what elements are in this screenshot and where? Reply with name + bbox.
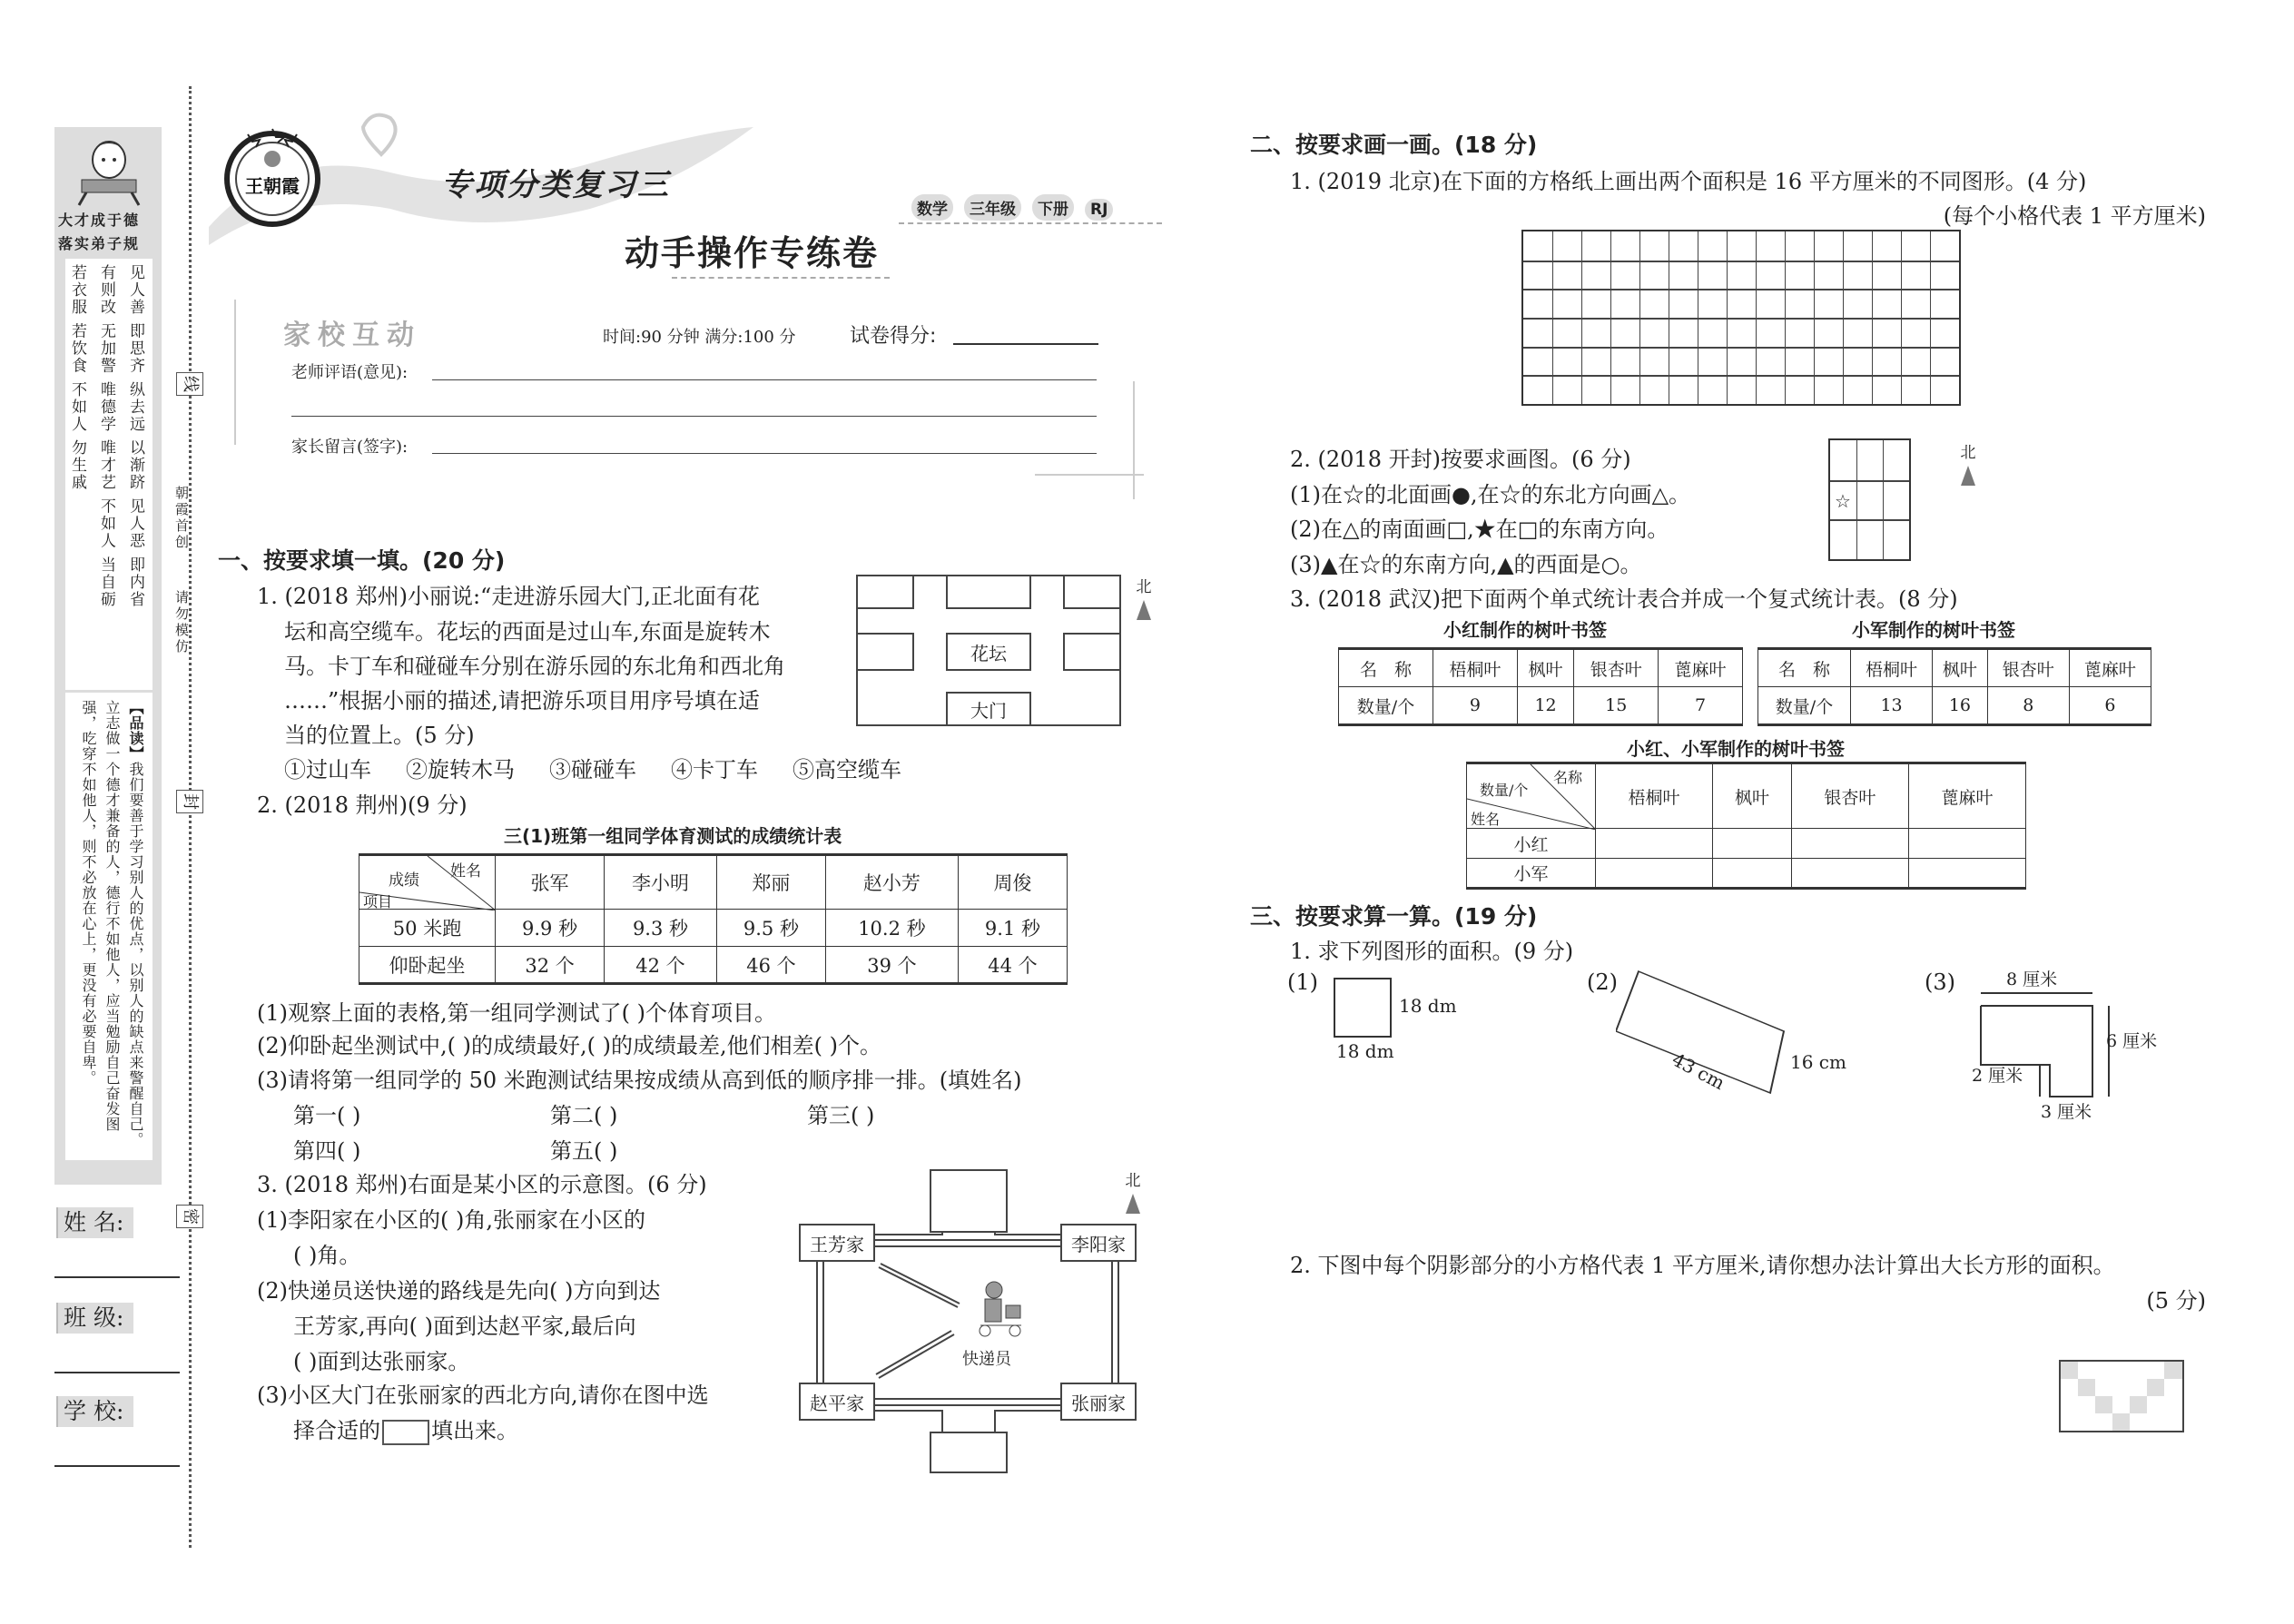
- sports-score-table: [359, 853, 1068, 985]
- reading-block: [65, 693, 153, 1160]
- dimension-label: 3 厘米: [2041, 1102, 2092, 1122]
- column-header: 枫叶: [1933, 649, 1988, 687]
- rank-blank[interactable]: 第三( ): [807, 1103, 875, 1128]
- park-gate: 大门: [946, 692, 1031, 726]
- binding-mark: 密: [176, 1205, 203, 1228]
- sub-question: (2)仰卧起坐测试中,( )的成绩最好,( )的成绩最差,他们相差( )个。: [257, 1033, 881, 1058]
- north-label: 北: [1125, 1172, 1141, 1190]
- north-arrow-icon: [1124, 1167, 1142, 1214]
- column-header: 蓖麻叶: [2069, 649, 2151, 687]
- table-cell: 39 个: [825, 947, 958, 984]
- answer-cell[interactable]: [1713, 859, 1792, 889]
- question-text: 1. (2018 郑州)小丽说:“走进游乐园大门,正北面有花: [257, 584, 760, 609]
- score-input[interactable]: [953, 343, 1098, 345]
- table-title: 小军制作的树叶书签: [1852, 619, 2015, 641]
- grid-line: [1856, 440, 1857, 559]
- table-cell: 8: [1987, 687, 2069, 725]
- grid-line: [1523, 289, 1959, 290]
- dimension-label: 2 厘米: [1972, 1066, 2023, 1086]
- map-slot[interactable]: [1063, 633, 1121, 671]
- table-cell: 10.2 秒: [825, 910, 958, 947]
- row-label: 名 称: [1758, 649, 1851, 687]
- question-text: 2. (2018 开封)按要求画图。(6 分): [1290, 447, 1631, 472]
- reading-text: 我们要善于学习别人的优点，以别人的缺点来警醒自己。立志做一个德才兼备的人，德行不如他人，应当勉励自己奋发图强，吃穿不如他人，则不必放在心上，更没有必要自卑。: [80, 700, 144, 1147]
- rank-blank[interactable]: 第四( ): [293, 1138, 361, 1164]
- question-text: 坛和高空缆车。花坛的西面是过山车,东面是旋转木: [284, 619, 771, 645]
- student-cartoon-icon: [68, 134, 150, 207]
- question-text: 3. (2018 武汉)把下面两个单式统计表合并成一个复式统计表。(8 分): [1290, 586, 1958, 612]
- column-header: 蓖麻叶: [1908, 763, 2025, 829]
- dimension-label: 43 cm: [1668, 1048, 1728, 1095]
- answer-cell[interactable]: [1791, 859, 1908, 889]
- grid-note: (每个小格代表 1 平方厘米): [1943, 203, 2206, 229]
- figure-label: (1): [1287, 969, 1318, 995]
- map-slot[interactable]: [946, 575, 1031, 609]
- parent-note-input[interactable]: [432, 453, 1097, 454]
- table-cell: 46 个: [716, 947, 825, 984]
- grid-line: [1523, 375, 1959, 377]
- option-item: ③碰碰车: [549, 757, 636, 782]
- merged-table: [1466, 762, 2026, 890]
- dimension-label: 8 厘米: [2006, 969, 2058, 989]
- table-cell: 15: [1574, 687, 1659, 725]
- answer-cell[interactable]: [1596, 829, 1713, 859]
- score-label: 试卷得分:: [850, 325, 937, 348]
- poem-column: 若衣服 若饮食 不如人 勿生戚: [68, 264, 86, 492]
- table-cell: 16: [1933, 687, 1988, 725]
- north-arrow-icon: [1959, 439, 1977, 486]
- box-symbol: [382, 1420, 429, 1445]
- grid-line: [1830, 519, 1909, 521]
- sub-question: (1)李阳家在小区的( )角,张丽家在小区的: [257, 1207, 645, 1233]
- star-icon: ☆: [1835, 490, 1851, 512]
- courier-label: 快递员: [962, 1350, 1011, 1369]
- class-input-line[interactable]: [54, 1372, 180, 1373]
- section-heading: 三、按要求算一算。(19 分): [1250, 903, 1538, 930]
- table-cell: 7: [1659, 687, 1743, 725]
- dimension-label: 18 dm: [1336, 1040, 1394, 1062]
- answer-cell[interactable]: [1908, 859, 2025, 889]
- column-header: 枫叶: [1517, 649, 1573, 687]
- column-header: 梧桐叶: [1433, 649, 1518, 687]
- name-header: 李小明: [605, 855, 717, 910]
- courier-icon: [980, 1282, 1021, 1336]
- map-slot[interactable]: [1063, 575, 1121, 609]
- name-label: 姓 名:: [56, 1207, 133, 1238]
- table-cell: 9.5 秒: [716, 910, 825, 947]
- copyright-note: 朝霞首创: [173, 486, 190, 551]
- teacher-comment-input[interactable]: [291, 416, 1097, 417]
- school-label: 学 校:: [56, 1396, 133, 1427]
- xiaojun-table: [1757, 647, 2151, 726]
- series-title: 专项分类复习三: [441, 167, 670, 203]
- teacher-comment-label: 老师评语(意见):: [291, 363, 409, 382]
- gate-option-box-north[interactable]: [930, 1169, 1008, 1233]
- points-label: (5 分): [2146, 1288, 2206, 1314]
- diagonal-header-cell: [359, 855, 496, 910]
- table-row: [359, 910, 1068, 947]
- exam-time-info: 时间:90 分钟 满分:100 分: [603, 328, 796, 347]
- row-label: 数量/个: [1758, 687, 1851, 725]
- table-cell: 42 个: [605, 947, 717, 984]
- grid-line: [1830, 480, 1909, 482]
- direction-grid[interactable]: [1828, 438, 1911, 561]
- column-header: 梧桐叶: [1851, 649, 1933, 687]
- corner-label: 姓名: [1471, 811, 1501, 828]
- option-item: ⑤高空缆车: [793, 757, 901, 782]
- map-slot[interactable]: [856, 575, 914, 609]
- name-header: 周俊: [958, 855, 1067, 910]
- class-label: 班 级:: [56, 1303, 133, 1334]
- park-map: [856, 575, 1121, 726]
- corner-label: 成绩: [389, 871, 419, 890]
- grid-line: [1523, 347, 1959, 349]
- table-title: 小红、小军制作的树叶书签: [1627, 738, 1845, 760]
- answer-cell[interactable]: [1791, 829, 1908, 859]
- house-zhao: 赵平家: [799, 1383, 875, 1421]
- rank-blank[interactable]: 第五( ): [550, 1138, 618, 1164]
- divider: [899, 222, 1162, 224]
- grid-line: [1883, 440, 1884, 559]
- poem-column: 有则改 无加警 唯德学 唯才艺 不如人 当自砺: [97, 264, 115, 609]
- map-slot[interactable]: [856, 633, 914, 671]
- binding-mark: 封: [176, 790, 203, 813]
- rank-blank[interactable]: 第一( ): [293, 1103, 361, 1128]
- flower-bed: 花坛: [946, 633, 1031, 671]
- question-text: 1. (2019 北京)在下面的方格纸上画出两个面积是 16 平方厘米的不同图形。(4 分): [1290, 169, 2087, 194]
- corner-label: 数量/个: [1480, 782, 1529, 799]
- house-zhang: 张丽家: [1060, 1383, 1137, 1421]
- l-shape-figure: [1974, 988, 2120, 1106]
- school-input-line[interactable]: [54, 1465, 180, 1467]
- table-cell: 6: [2069, 687, 2151, 725]
- sub-question: ( )面到达张丽家。: [293, 1349, 470, 1374]
- row-label: 数量/个: [1339, 687, 1433, 725]
- sub-question: (2)快递员送快递的路线是先向( )方向到达: [257, 1278, 661, 1304]
- gate-option-box-south[interactable]: [930, 1432, 1008, 1473]
- figure-label: (2): [1587, 969, 1618, 995]
- table-cell: 12: [1517, 687, 1573, 725]
- table-cell: 9.3 秒: [605, 910, 717, 947]
- north-label: 北: [1960, 444, 1976, 462]
- option-list: [284, 752, 901, 783]
- interaction-label: 家校互动: [283, 320, 421, 351]
- name-header: 赵小芳: [825, 855, 958, 910]
- option-item: ①过山车: [284, 757, 371, 782]
- cut-line: [189, 86, 192, 1548]
- column-header: 梧桐叶: [1596, 763, 1713, 829]
- subject-tag: 数学: [911, 194, 953, 221]
- sub-question: (3)小区大门在张丽家的西北方向,请你在图中选: [257, 1383, 709, 1408]
- shaded-squares: [2061, 1362, 2182, 1431]
- row-label: 小军: [1467, 859, 1596, 889]
- drawing-grid[interactable]: [1521, 230, 1961, 406]
- divider: [234, 300, 236, 445]
- question-text: 2. (2018 荆州)(9 分): [257, 792, 468, 818]
- dimension-label: 16 cm: [1790, 1051, 1846, 1073]
- row-label: 名 称: [1339, 649, 1433, 687]
- volume-tag: 下册: [1032, 194, 1074, 221]
- diagonal-header-cell: [1467, 763, 1596, 829]
- rank-blank[interactable]: 第二( ): [550, 1103, 618, 1128]
- grid-line: [1523, 261, 1959, 262]
- logo-text: 王朝霞: [245, 175, 300, 197]
- column-header: 枫叶: [1713, 763, 1792, 829]
- sub-question: (2)在△的南面画□,★在□的东南方向。: [1290, 517, 1669, 542]
- column-header: 银杏叶: [1987, 649, 2069, 687]
- sub-question: [293, 1412, 518, 1445]
- teacher-comment-input[interactable]: [432, 379, 1097, 380]
- name-input-line[interactable]: [54, 1276, 180, 1278]
- column-header: 蓖麻叶: [1659, 649, 1743, 687]
- row-label: 50 米跑: [359, 910, 496, 947]
- section-heading: 一、按要求填一填。(20 分): [218, 547, 506, 574]
- sub-question: (1)在☆的北面画●,在☆的东北方向画△。: [1290, 482, 1691, 507]
- dimension-label: 6 厘米: [2106, 1031, 2158, 1051]
- table-cell: 32 个: [496, 947, 605, 984]
- poem-column: 见人善 即思齐 纵去远 以渐跻 见人恶 即内省: [126, 264, 144, 609]
- parent-note-label: 家长留言(签字):: [291, 438, 409, 457]
- sub-question: (3)请将第一组同学的 50 米跑测试结果按成绩从高到低的顺序排一排。(填姓名): [257, 1068, 1022, 1093]
- question-text: 1. 求下列图形的面积。(9 分): [1290, 939, 1574, 964]
- dimension-label: 18 dm: [1399, 995, 1457, 1017]
- page-title: 动手操作专练卷: [625, 233, 880, 273]
- divider: [1035, 474, 1144, 476]
- figure-label: (3): [1925, 969, 1955, 995]
- question-text: 2. 下图中每个阴影部分的小方格代表 1 平方厘米,请你想办法计算出大长方形的面积。: [1290, 1253, 2115, 1278]
- book-tags: [911, 194, 1124, 221]
- table-title: 三(1)班第一组同学体育测试的成绩统计表: [504, 825, 842, 847]
- question-text: 当的位置上。(5 分): [284, 723, 475, 748]
- shaded-rectangle: [2059, 1360, 2184, 1432]
- text-fragment: 择合适的: [293, 1418, 380, 1443]
- question-text: 3. (2018 郑州)右面是某小区的示意图。(6 分): [257, 1172, 707, 1197]
- copyright-note: 请勿模仿: [173, 590, 190, 655]
- motto-line: 大才成于德: [58, 212, 141, 229]
- sub-question: (1)观察上面的表格,第一组同学测试了( )个体育项目。: [257, 1000, 776, 1026]
- name-header: 郑丽: [716, 855, 825, 910]
- square-figure: [1334, 978, 1392, 1038]
- divider: [1133, 381, 1135, 499]
- binding-mark: 线: [176, 372, 203, 396]
- question-text: 马。卡丁车和碰碰车分别在游乐园的东北角和西北角: [284, 654, 785, 679]
- answer-cell[interactable]: [1713, 829, 1792, 859]
- option-item: ②旋转木马: [406, 757, 515, 782]
- grid-line: [1523, 318, 1959, 320]
- column-header: 银杏叶: [1574, 649, 1659, 687]
- table-row: [359, 947, 1068, 984]
- poem-block: [65, 259, 153, 690]
- north-arrow-icon: [1135, 574, 1153, 620]
- table-cell: 9: [1433, 687, 1518, 725]
- sub-question: ( )角。: [293, 1243, 361, 1268]
- brand-logo: [221, 127, 325, 227]
- answer-cell[interactable]: [1908, 829, 2025, 859]
- question-text: ……”根据小丽的描述,请把游乐项目用序号填在适: [284, 688, 760, 714]
- north-label: 北: [1136, 578, 1152, 596]
- motto-line: 落实弟子规: [58, 235, 141, 252]
- sub-question: (3)▲在☆的东南方向,▲的西面是○。: [1290, 552, 1642, 577]
- corner-label: 项目: [363, 893, 393, 910]
- table-cell: 9.1 秒: [958, 910, 1067, 947]
- table-cell: 44 个: [958, 947, 1067, 984]
- option-item: ④卡丁车: [671, 757, 758, 782]
- table-cell: 9.9 秒: [496, 910, 605, 947]
- row-label: 仰卧起坐: [359, 947, 496, 984]
- community-map: [799, 1169, 1137, 1473]
- grade-tag: 三年级: [964, 194, 1021, 221]
- name-header: 张军: [496, 855, 605, 910]
- section-heading: 二、按要求画一画。(18 分): [1250, 132, 1538, 158]
- row-label: 小红: [1467, 829, 1596, 859]
- house-li: 李阳家: [1060, 1224, 1137, 1262]
- corner-label: 名称: [1553, 769, 1583, 786]
- answer-cell[interactable]: [1596, 859, 1713, 889]
- xiaohong-table: [1338, 647, 1743, 726]
- edition-tag: RJ: [1085, 199, 1113, 221]
- house-wang: 王芳家: [799, 1224, 875, 1262]
- table-title: 小红制作的树叶书签: [1443, 619, 1607, 641]
- table-cell: 13: [1851, 687, 1933, 725]
- text-fragment: 填出来。: [431, 1418, 518, 1443]
- divider: [672, 277, 890, 279]
- column-header: 银杏叶: [1791, 763, 1908, 829]
- sub-question: 王芳家,再向( )面到达赵平家,最后向: [293, 1314, 636, 1339]
- corner-label: 姓名: [450, 862, 481, 881]
- reading-label: 【品读】: [127, 700, 144, 762]
